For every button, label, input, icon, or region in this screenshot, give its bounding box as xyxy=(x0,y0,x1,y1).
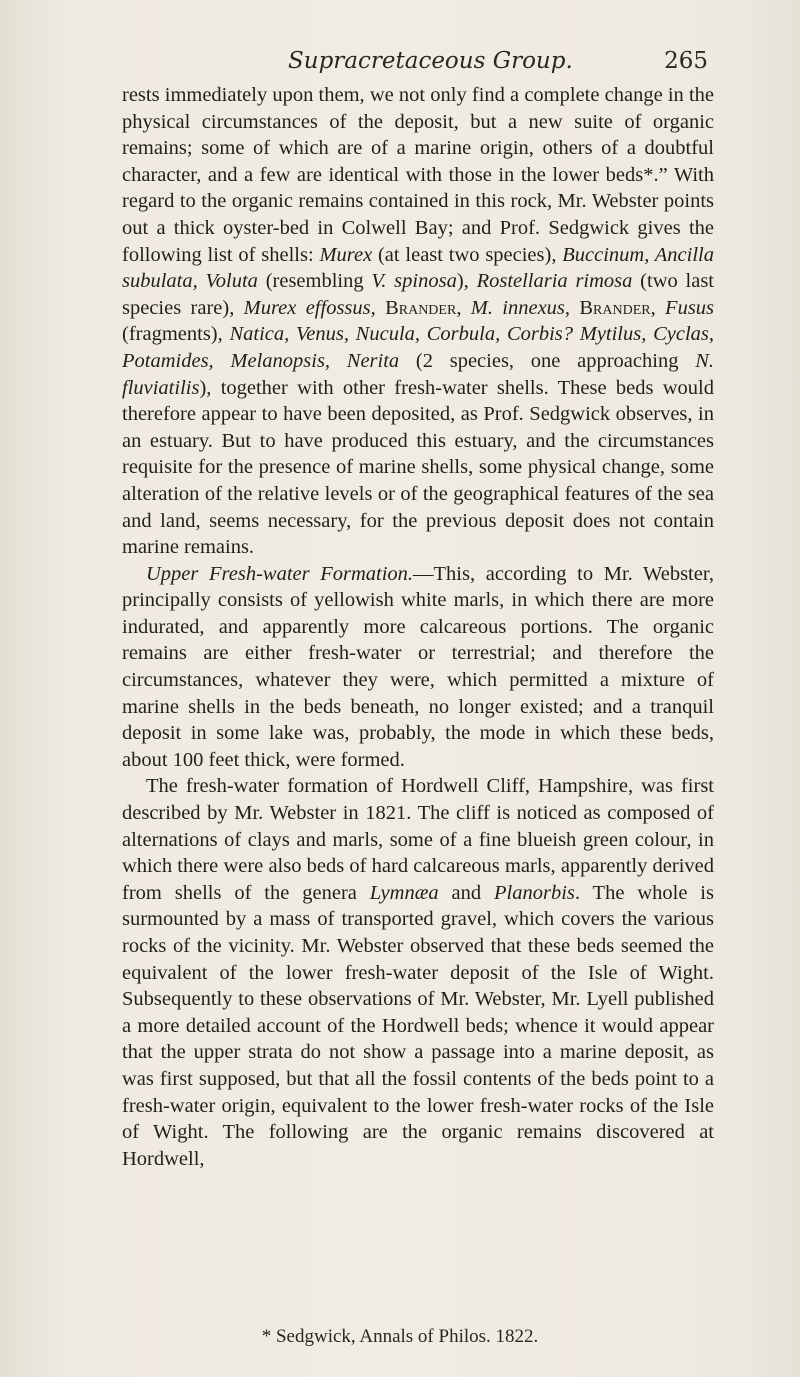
small-caps-run: Brander xyxy=(385,296,457,319)
text-run: and xyxy=(438,881,495,904)
italic-run: N. fluviatilis xyxy=(122,349,714,399)
text-run: (2 species, one approaching xyxy=(399,349,696,372)
italic-run: Rostellaria rimosa xyxy=(476,270,633,293)
italic-run: V. spinosa xyxy=(371,270,457,293)
italic-run: Fusus xyxy=(665,296,715,319)
text-run: The fresh-water formation of Hordwell Cliff, Hampshire, was first described by Mr. Webster in 1821. The cliff is noticed as composed of alternations of clays and marls, some of a fine blueish green colour, in which there were also beds of hard calcareous marls, apparently derived from shells of the genera xyxy=(122,775,714,904)
text-run: ), xyxy=(456,270,477,293)
italic-run: Natica, Venus, Nucula, Corbula, Corbis? Mytilus, Cyclas, Potamides, Melanopsis, Nerita xyxy=(122,323,715,372)
text-run: —This, according to Mr. Webster, principally consists of yellowish white marls, in which there are more indurated, and apparently more calcareous portions. The organic remains are either fresh-water or terrestrial; and therefore the circumstances, whatever they were, which permitted a mixture of marine shells in the beds beneath, no longer existed; and a tranquil deposit in some lake was, probably, the mode in which these beds, about 100 feet thick, were formed. xyxy=(122,562,714,771)
text-run xyxy=(570,297,579,319)
italic-run: Upper Fresh-water Formation. xyxy=(146,562,414,585)
italic-run: Buccinum, Ancilla subulata, Voluta xyxy=(122,243,714,293)
text-run: . The whole is surmounted by a mass of transported gravel, which covers the various rocks of the vicinity. Mr. Webster observed that these beds seemed the equivalent of the lower fresh-water deposit of the Isle of Wight. Subsequently to these observations of Mr. Webster, Mr. Lyell published a more detailed account of the Hordwell beds; whence it would appear that the upper strata do not show a passage into a marine deposit, as was first supposed, but that all the fossil contents of the beds point to a fresh-water origin, equivalent to the lower fresh-water rocks of the Isle of Wight. The following are the organic remains discovered at Hordwell, xyxy=(122,881,714,1170)
text-run: rests immediately upon them, we not only find a complete change in the physical circumstances of the deposit, but a new suite of organic remains; some of which are of a marine origin, others of a doubtful character, and a few are identical with those in the lower beds*.” With regard to the organic remains contained in this rock, Mr. Webster points out a thick oyster-bed in Colwell Bay; and Prof. Sedgwick gives the following list of shells: xyxy=(122,84,714,266)
italic-run: Planorbis xyxy=(494,881,575,904)
text-run xyxy=(376,297,385,319)
text-run: (resembling xyxy=(257,270,372,293)
paragraph-1 xyxy=(122,82,714,561)
text-run: , xyxy=(650,296,666,319)
text-run: (at least two species), xyxy=(372,243,563,266)
page-number: 265 xyxy=(664,48,708,74)
text-run: ), together with other fresh-water shells. These beds would therefore appear to have been deposited, as Prof. Sedgwick observes, in an estuary. But to have produced this estuary, and the circumstances requisite for the presence of marine shells, some physical change, some alteration of the relative levels or of the geographical features of the sea and land, seems necessary, for the previous deposit does not contain marine remains. xyxy=(122,376,714,559)
paragraph-3 xyxy=(122,773,714,1172)
small-caps-run: Brander xyxy=(579,296,651,319)
italic-run: M. innexus, xyxy=(470,296,571,319)
italic-run: Lymnæa xyxy=(369,881,439,904)
text-run: (two last species rare), xyxy=(122,270,715,319)
italic-run: Murex effossus, xyxy=(243,296,376,319)
italic-run: Murex xyxy=(319,243,373,266)
body-text xyxy=(122,82,714,1172)
text-run: (fragments), xyxy=(122,323,230,346)
footnote: * Sedgwick, Annals of Philos. 1822. xyxy=(261,1326,539,1347)
text-run: , xyxy=(456,296,471,319)
paragraph-2 xyxy=(122,561,714,774)
running-title: Supracretaceous Group. xyxy=(288,48,573,74)
running-header xyxy=(288,48,708,78)
